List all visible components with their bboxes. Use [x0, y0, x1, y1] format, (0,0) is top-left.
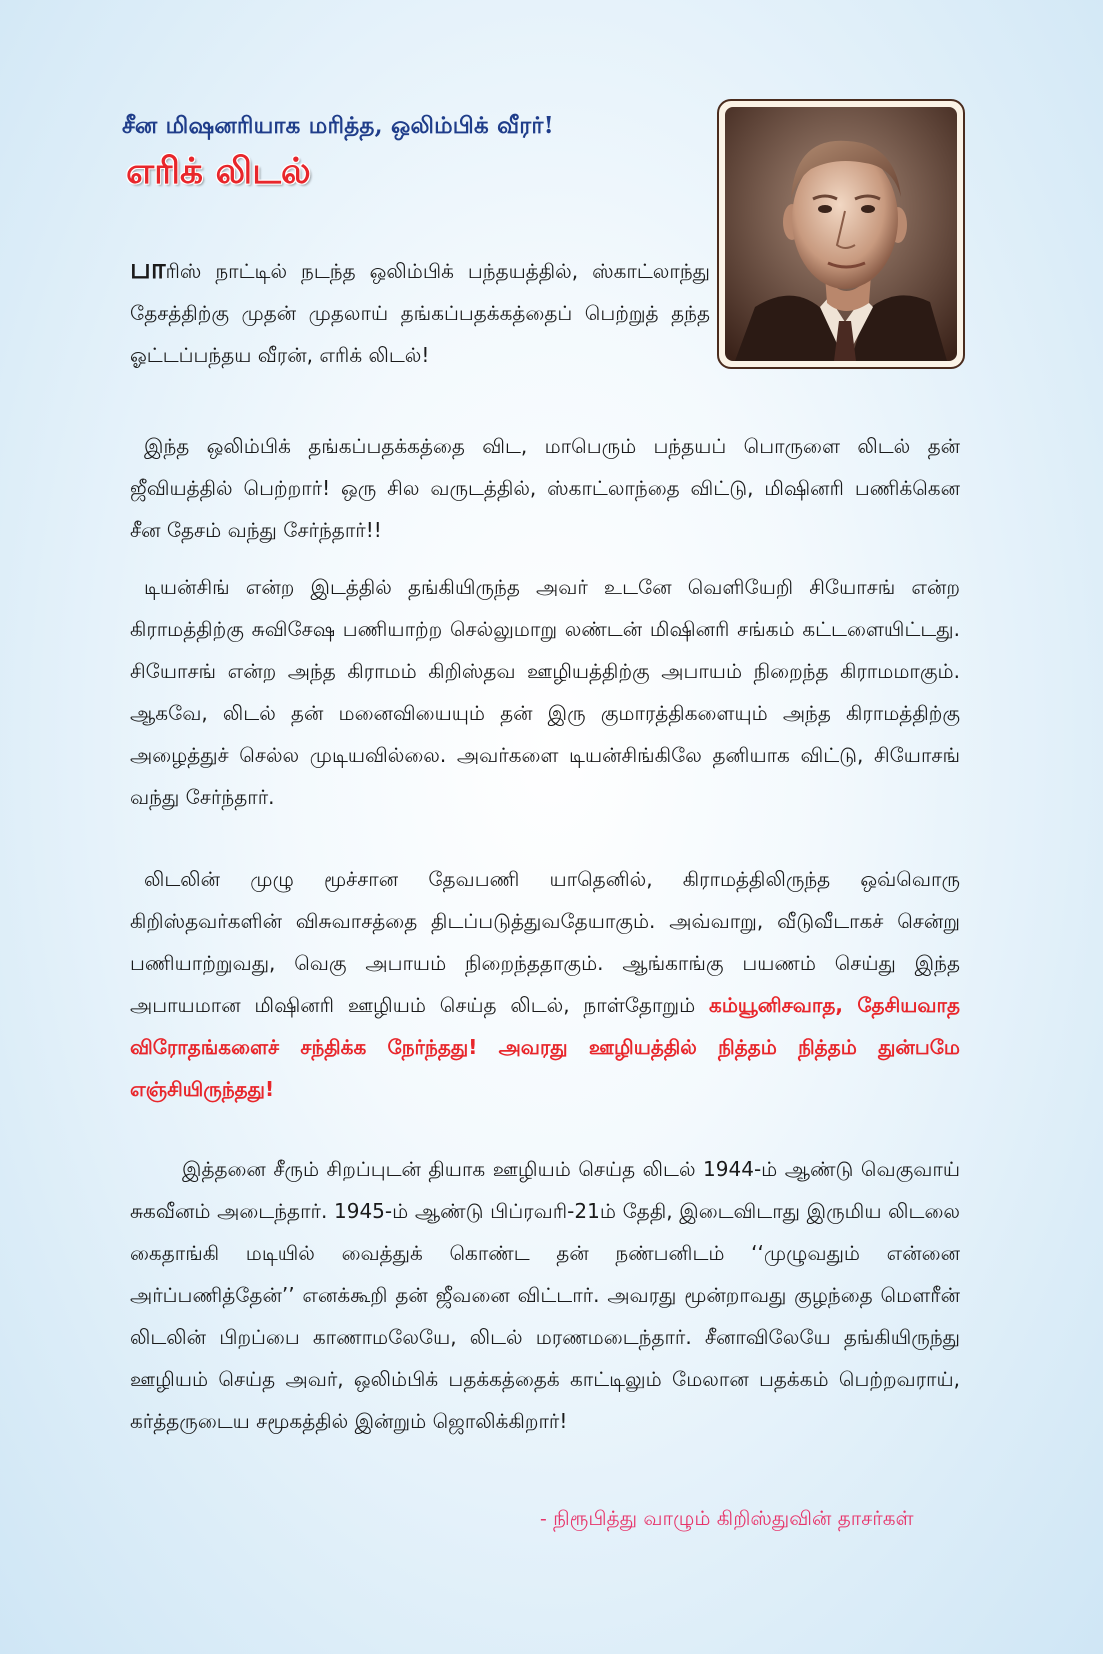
paragraph-4-highlight: கம்யூனிசவாத, தேசியவாத விரோதங்களைச் சந்திக்க நேர்ந்தது! அவரது ஊழியத்தில் நித்தம் நித்தம் துன்பமே எஞ்சியிருந்தது!: [130, 993, 961, 1101]
article-subtitle: சீன மிஷனரியாக மரித்த, ஒலிம்பிக் வீரர்!: [122, 112, 554, 139]
paragraph-3: டியன்சிங் என்ற இடத்தில் தங்கியிருந்த அவர் உடனே வெளியேறி சியோசங் என்ற கிராமத்திற்கு சுவிசேஷ பணியாற்ற செல்லுமாறு லண்டன் மிஷினரி சங்கம் கட்டளையிட்டது. சியோசங் என்ற அந்த கிராமம் கிறிஸ்தவ ஊழியத்திற்கு அபாயம் நிறைந்த கிராமமாகும். ஆகவே, லிடல் தன் மனைவியையும் தன் இரு குமாரத்திகளையும் அந்த கிராமத்திற்கு அழைத்துச் செல்ல முடியவில்லை. அவர்களை டியன்சிங்கிலே தனியாக விட்டு, சியோசங் வந்து சேர்ந்தார்.: [130, 575, 960, 809]
paragraph-5: இத்தனை சீரும் சிறப்புடன் தியாக ஊழியம் செய்த லிடல் 1944-ம் ஆண்டு வெகுவாய் சுகவீனம் அடைந்தார். 1945-ம் ஆண்டு பிப்ரவரி-21ம் தேதி, இடைவிடாது இருமிய லிடலை கைதாங்கி மடியில் வைத்துக் கொண்ட தன் நண்பனிடம் ‘‘முழுவதும் என்னை அர்ப்பணித்தேன்’’ எனக்கூறி தன் ஜீவனை விட்டார். அவரது மூன்றாவது குழந்தை மௌரீன் லிடலின் பிறப்பை காணாமலேயே, லிடல் மரணமடைந்தார். சீனாவிலேயே தங்கியிருந்து ஊழியம் செய்த அவர், ஒலிம்பிக் பதக்கத்தைக் காட்டிலும் மேலான பதக்கம் பெற்றவராய், கர்த்தருடைய சமூகத்தில் இன்றும் ஜொலிக்கிறார்!: [130, 1157, 960, 1433]
portrait-frame: [717, 99, 965, 369]
portrait-photo: [725, 107, 957, 361]
intro-paragraph: [130, 248, 710, 376]
attribution: - நிரூபித்து வாழும் கிறிஸ்துவின் தாசர்கள்: [540, 1506, 914, 1530]
paragraph-4: [130, 858, 960, 1110]
paragraph-4-text: லிடலின் முழு மூச்சான தேவபணி யாதெனில், கிராமத்திலிருந்த ஒவ்வொரு கிறிஸ்தவர்களின் விசுவாசத்தை திடப்படுத்துவதேயாகும். அவ்வாறு, வீடுவீடாகச் சென்று பணியாற்றுவது, வெகு அபாயம் நிறைந்ததாகும். ஆங்காங்கு பயணம் செய்து இந்த அபாயமான மிஷினரி ஊழியம் செய்த லிடல், நாள்தோறும்: [130, 867, 960, 1017]
article-title: எரிக் லிடல்: [126, 150, 311, 192]
intro-text: ரிஸ் நாட்டில் நடந்த ஒலிம்பிக் பந்தயத்தில், ஸ்காட்லாந்து தேசத்திற்கு முதன் முதலாய் தங்கப்பதக்கத்தைப் பெற்றுத் தந்த ஓட்டப்பந்தய வீரன், எரிக் லிடல்!: [130, 259, 710, 367]
paragraph-2: இந்த ஒலிம்பிக் தங்கப்பதக்கத்தை விட, மாபெரும் பந்தயப் பொருளை லிடல் தன் ஜீவியத்தில் பெற்றார்! ஒரு சில வருடத்தில், ஸ்காட்லாந்தை விட்டு, மிஷினரி பணிக்கென சீன தேசம் வந்து சேர்ந்தார்!!: [130, 434, 960, 542]
intro-dropcap: பா: [130, 252, 166, 285]
